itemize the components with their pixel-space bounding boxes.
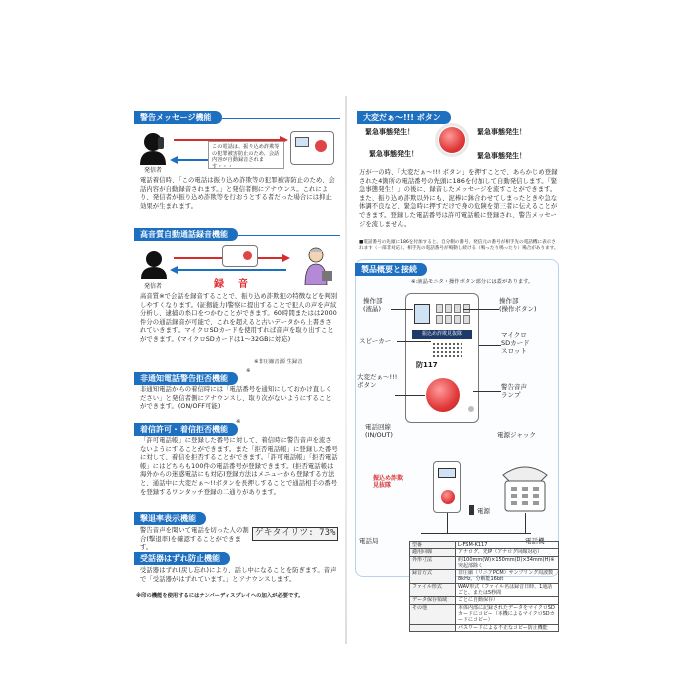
recording-note: ※非圧縮音源 生録音 xyxy=(254,359,303,365)
callout-line: 電話回線 (IN/OUT) xyxy=(365,423,393,439)
spec-value: L-FSM-K117 xyxy=(456,542,559,549)
connection-line xyxy=(525,513,526,533)
arrow-head-left-icon xyxy=(170,156,178,164)
leader-line xyxy=(463,309,499,310)
leader-line xyxy=(473,391,501,392)
sec3-mark: ※ xyxy=(246,368,251,374)
device-name-label: 振込め詐欺見抜隊 xyxy=(412,330,472,339)
warning-bubble: この電話は、振り込め詐欺等の犯罪被害防止のため、会話内容が自動録音されます・・・ xyxy=(208,141,284,169)
device-buttons xyxy=(436,304,470,324)
device-emergency-button-icon xyxy=(426,378,460,412)
allow-reject-text: 「許可電話帳」に登録した番号に対して、着信時に警告音声を流さないようにすることができます。また「拒否電話帳」に登録した番号に対して、着信を拒否することができます。「許可電話帳」「拒否電話帳」にはどちらも100件の電話番号が登録できます。(拒否電話帳は海外からの迷惑電話にも対応)登録方法はメニューから登録する方法と、通話中に大変だぁ～!!ボタンを長押しすることで通話相手の番号を登録するワンタッチ登録の二通りがあります。 xyxy=(140,437,338,496)
callout-jack: 電源ジャック xyxy=(497,431,536,439)
leader-line xyxy=(395,395,425,396)
callout-emergency: 大変だぁ～!!! ボタン xyxy=(357,373,398,389)
spec-row xyxy=(410,624,559,631)
op-button-icon xyxy=(445,304,452,313)
spec-key: データ保存領域 xyxy=(410,597,456,604)
callout-station: 電話局 xyxy=(359,537,379,545)
device-red-button-icon xyxy=(315,140,327,152)
recording-figure xyxy=(134,245,340,289)
callout-microsd: マイクロ SDカード スロット xyxy=(501,331,530,355)
leader-line xyxy=(391,309,413,310)
spec-key: その他 xyxy=(410,604,456,624)
leader-line xyxy=(479,345,501,346)
spec-row xyxy=(410,542,559,549)
emergency-button-ring xyxy=(435,123,469,157)
op-button-icon xyxy=(436,304,443,313)
device-side xyxy=(433,461,461,513)
emergency-text: 万が一の時、「大変だぁ～!!! ボタン」を押すことで、あらかじめ登録された4箇所の電話番号の先頭に186を付加して自動発信します。「緊急事態発生！」の後に、録音したメッセージを流すことができます。また、振り込め詐欺以外にも、泥棒に鉢合わせてしまったときや急な体調不良など、緊急時に押すだけで身の危険を第三者に伝えることができます。登録した電話番号は許可電話帳に登録され、警告メッセージを流しません。 xyxy=(359,169,558,228)
device-red-button-icon xyxy=(243,251,252,260)
connection-line xyxy=(447,513,448,533)
caller-label-2: 発信者 xyxy=(143,283,162,290)
arrow-head-left-icon xyxy=(170,266,178,274)
spec-table xyxy=(409,541,559,632)
hook-off-text: 受話器はずれ(戻し忘れ)により、話し中になることを防ぎます。音声で「受話器がはずれています。」とアナウンスします。 xyxy=(140,567,337,583)
spec-key xyxy=(410,624,456,631)
device-side-red-button-icon xyxy=(441,490,455,504)
red-brand-text: 振込め詐欺 見抜隊 xyxy=(373,475,404,489)
emergency-button-title: 大変だぁ～!!! ボタン xyxy=(357,111,451,124)
emergency-note: ■電話番号の先頭に186を付加すると、自分側の番号、発信元の番号が相手先の電話機に表示されます（一部非対応）。相手先の電話番号が鳴動し続ける（鳴ったり鳴ったり）場合があります。 xyxy=(359,240,559,251)
right-panel xyxy=(351,97,561,642)
spec-key: 外形寸法 xyxy=(410,556,456,570)
emergency-text-4: 緊急事態発生！ xyxy=(477,152,526,160)
device-lcd-icon xyxy=(295,137,309,147)
spec-value: WAV形式（ファイル名は録音日時、1通話ごと、または5秒間 xyxy=(456,583,559,597)
spec-key: ファイル形式 xyxy=(410,583,456,597)
op-button-icon xyxy=(454,304,461,313)
leader-line xyxy=(397,341,431,342)
caller-label-1: 発信者 xyxy=(143,167,162,174)
telephone-icon xyxy=(501,463,549,513)
spec-key: 適用回線 xyxy=(410,549,456,556)
callout-phone: 電話機 xyxy=(525,537,545,545)
spec-key: 録音方式 xyxy=(410,570,456,584)
emergency-text-2: 緊急事態発生！ xyxy=(477,128,526,136)
spec-value: パスワードによる不正なコピー防止機能 xyxy=(456,624,559,631)
warn-lamp-icon xyxy=(468,406,474,412)
callout-speaker: スピーカー xyxy=(359,337,392,345)
repel-rate-text: 警告音声を聞いて電話を切った人の割合(撃退率)を確認することができます。 xyxy=(140,527,249,552)
emergency-text-1: 緊急事態発生！ xyxy=(365,128,414,136)
caller-silhouette-icon xyxy=(138,131,172,165)
device-side-lcd-icon xyxy=(438,468,456,478)
warning-message-title: 警告メッセージ機能 xyxy=(134,111,222,124)
device-lcd-icon xyxy=(414,304,430,324)
op-button-icon xyxy=(445,315,452,324)
anonymous-reject-text: 非通知電話からの着信時には「電話番号を通知にしておかけ直しください」と発信者側にアナウンスし、取り次がないようにすることができます。(ON/OFF可能) xyxy=(140,386,332,411)
spec-value: 本体内部に記録されたデータをマイクロSDカードにコピー（本機によるマイクロSDカードにコピー） xyxy=(456,604,559,624)
warning-figure xyxy=(134,129,340,173)
anonymous-reject-title: 非通知電話警告拒否機能 xyxy=(134,372,238,385)
recording-title: 高音質自動通話録音機能 xyxy=(134,228,238,241)
grandmother-illustration-icon xyxy=(300,245,334,285)
power-plug-icon xyxy=(469,505,474,515)
spec-row xyxy=(410,583,559,597)
allow-reject-title: 着信許可・着信拒否機能 xyxy=(134,423,238,436)
spec-row xyxy=(410,604,559,624)
device-image xyxy=(290,131,334,165)
connection-line xyxy=(421,533,531,534)
overview-subtitle: ※:液晶モニタ・操作ボタン部分には蓋があります。 xyxy=(411,279,534,285)
op-button-icon xyxy=(454,315,461,324)
spec-row xyxy=(410,570,559,584)
device-model-label: 防117 xyxy=(416,361,438,369)
spec-row xyxy=(410,549,559,556)
spec-key: 型番 xyxy=(410,542,456,549)
footer-note: ※印の機能を使用するにはナンバーディスプレイへの加入が必要です。 xyxy=(136,593,304,599)
spec-value: ごとに自動保存） xyxy=(456,597,559,604)
repel-rate-lcd: ゲキタイリツ: 73% xyxy=(252,527,338,541)
warning-message-text: 電話着信時、「この電話は振り込め詐欺等の犯罪被害防止のため、会話内容が自動録音されます。」と発信者側にアナウンス。これにより、発信者が振り込め詐欺等を行おうとする者だった場合には抑止効果が生まれます。 xyxy=(140,177,335,210)
header-rule xyxy=(238,235,340,236)
device-image-small xyxy=(222,245,258,267)
overview-title: 製品概要と接続 xyxy=(355,263,427,276)
emergency-text-3: 緊急事態発生！ xyxy=(369,150,418,158)
callout-ops-lcd: 操作部 (液晶) xyxy=(363,297,383,313)
arrow-head-right-icon xyxy=(282,254,290,262)
spec-value: アナログ、光IP（アナログ回線対応） xyxy=(456,549,559,556)
spec-value: 非圧縮（リニアPCM）サンプリング周波数8kHz、分解能16bit xyxy=(456,570,559,584)
page-fold xyxy=(345,96,347,644)
repel-rate-title: 撃退率表示機能 xyxy=(134,512,206,525)
spec-row xyxy=(410,597,559,604)
callout-ops-btn: 操作部 (操作ボタン) xyxy=(499,297,537,313)
speaker-grille-icon xyxy=(432,342,462,358)
callout-power: 電源 xyxy=(477,507,490,515)
recording-text: 高音質※で会話を録音することで、振り込め詐欺犯の特徴などを判別しやすくなります。(証拠能力)警察に提出することで犯人の声を声紋分析し、逮捕の糸口をつかむことができます。60時間またはは2000件分の通話録音が可能で、これを超えると古いデータから上書きされていきます。マイクロSDカードを使用すれば音声を取り出すことができます。(マイクロSDカードは1～32GBに対応) xyxy=(140,293,338,343)
spec-row xyxy=(410,556,559,570)
left-panel xyxy=(134,97,340,642)
sec4-mark: ※ xyxy=(236,419,241,425)
blue-arrow xyxy=(174,269,286,271)
spec-value: 約100mm(W)×150mm(D)×34mm(H)※突起部除く xyxy=(456,556,559,570)
op-button-icon xyxy=(463,315,470,324)
record-label: 録 音 xyxy=(214,279,250,290)
callout-warn-lamp: 警告音声 ランプ xyxy=(501,383,527,399)
device-main xyxy=(405,293,479,423)
header-rule xyxy=(222,118,340,119)
op-button-icon xyxy=(436,315,443,324)
caller-silhouette-icon xyxy=(140,249,170,279)
hook-off-title: 受話器はずれ防止機能 xyxy=(134,552,230,565)
